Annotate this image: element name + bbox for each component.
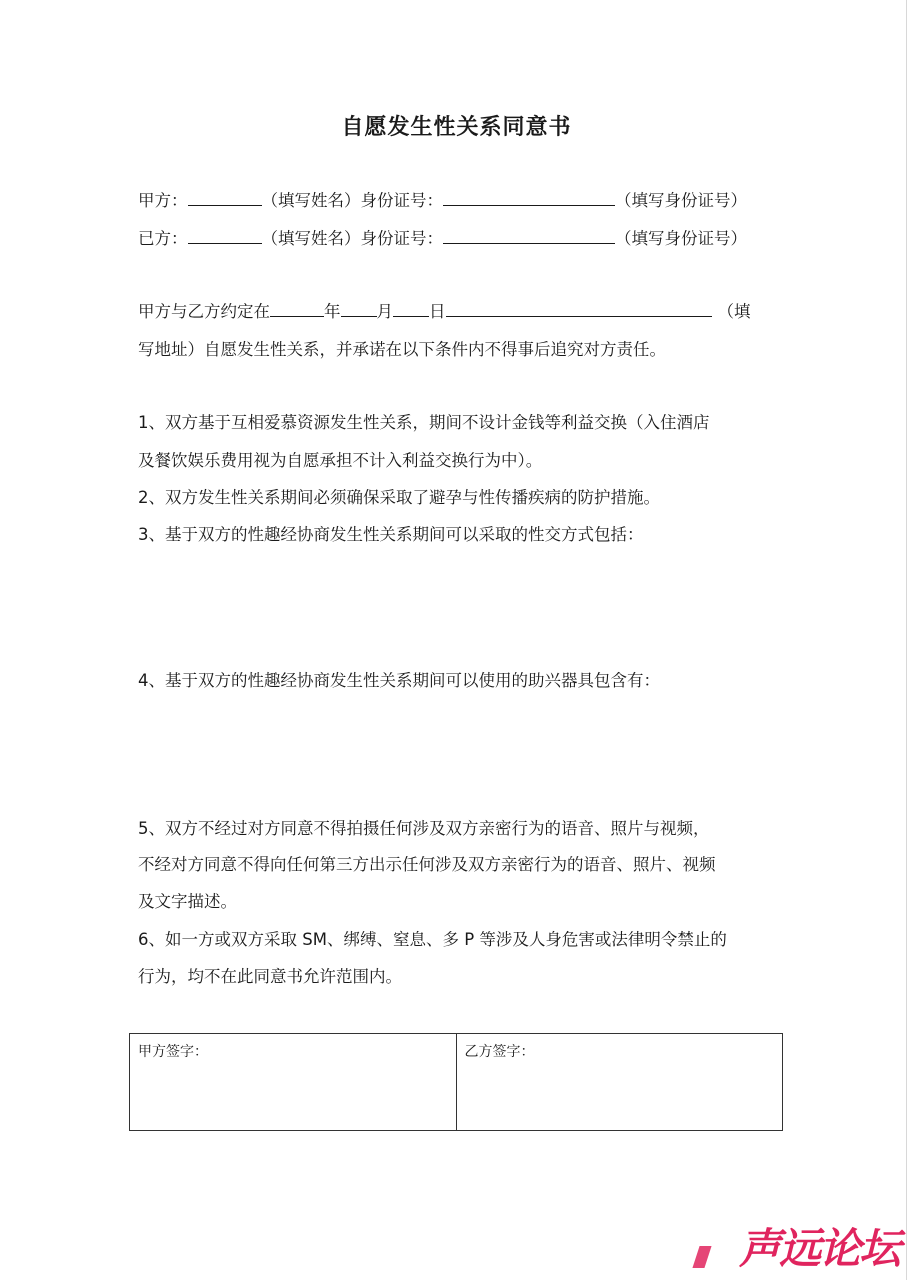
party-b-id-blank[interactable] [443, 229, 615, 244]
agreement-prefix: 甲方与乙方约定在 [138, 302, 270, 321]
party-b-name-hint: （填写姓名） [261, 229, 361, 248]
day-label: 日 [429, 302, 446, 321]
clause-1-line-1: 1、双方基于互相爱慕资源发生性关系，期间不设计金钱等利益交换（入住酒店 [138, 413, 710, 432]
party-a-label: 甲方： [138, 191, 188, 210]
party-a-signature-label: 甲方签字： [138, 1044, 208, 1060]
party-b-id-hint: （填写身份证号） [615, 229, 747, 248]
clause-1-line-2: 及餐饮娱乐费用视为自愿承担不计入利益交换行为中）。 [138, 451, 543, 470]
signature-table [129, 1033, 783, 1131]
clause-2: 2、双方发生性关系期间必须确保采取了避孕与性传播疾病的防护措施。 [138, 488, 660, 507]
party-a-id-hint: （填写身份证号） [615, 191, 747, 210]
address-hint: （填 [717, 302, 751, 321]
party-a-id-blank[interactable] [443, 191, 615, 206]
address-blank[interactable] [446, 302, 712, 317]
party-b-signature-cell[interactable] [456, 1034, 783, 1130]
year-blank[interactable] [270, 302, 324, 317]
party-a-id-label: 身份证号： [360, 191, 443, 210]
clause-5-line-2: 不经对方同意不得向任何第三方出示任何涉及双方亲密行为的语音、照片、视频 [138, 855, 716, 874]
party-a-name-hint: （填写姓名） [261, 191, 361, 210]
agreement-line-1 [138, 298, 751, 322]
clause-6-line-1: 6、如一方或双方采取 SM、绑缚、窒息、多 P 等涉及人身危害或法律明令禁止的 [138, 930, 727, 949]
clause-5-line-1: 5、双方不经过对方同意不得拍摄任何涉及双方亲密行为的语音、照片与视频， [138, 819, 710, 838]
party-a-signature-cell[interactable] [130, 1034, 456, 1130]
clause-5-line-3: 及文字描述。 [138, 892, 237, 911]
month-blank[interactable] [341, 302, 377, 317]
party-b-signature-label: 乙方签字： [464, 1044, 535, 1060]
month-label: 月 [376, 302, 393, 321]
party-a-line [138, 187, 747, 211]
day-blank[interactable] [393, 302, 429, 317]
party-b-name-blank[interactable] [188, 229, 262, 244]
party-a-name-blank[interactable] [188, 191, 262, 206]
clause-4: 4、基于双方的性趣经协商发生性关系期间可以使用的助兴器具包含有： [138, 671, 660, 690]
clause-6-line-2: 行为，均不在此同意书允许范围内。 [138, 967, 402, 986]
watermark-logo: 声远论坛 [738, 1224, 899, 1273]
clause-3: 3、基于双方的性趣经协商发生性关系期间可以采取的性交方式包括： [138, 525, 644, 544]
year-label: 年 [324, 302, 341, 321]
party-b-label: 已方： [138, 229, 188, 248]
party-b-id-label: 身份证号： [360, 229, 443, 248]
document-title: 自愿发生性关系同意书 [341, 115, 572, 140]
page-edge [906, 0, 907, 1280]
party-b-line [138, 225, 747, 249]
agreement-line-2: 写地址）自愿发生性关系，并承诺在以下条件内不得事后追究对方责任。 [138, 340, 666, 359]
watermark-accent [692, 1246, 711, 1268]
